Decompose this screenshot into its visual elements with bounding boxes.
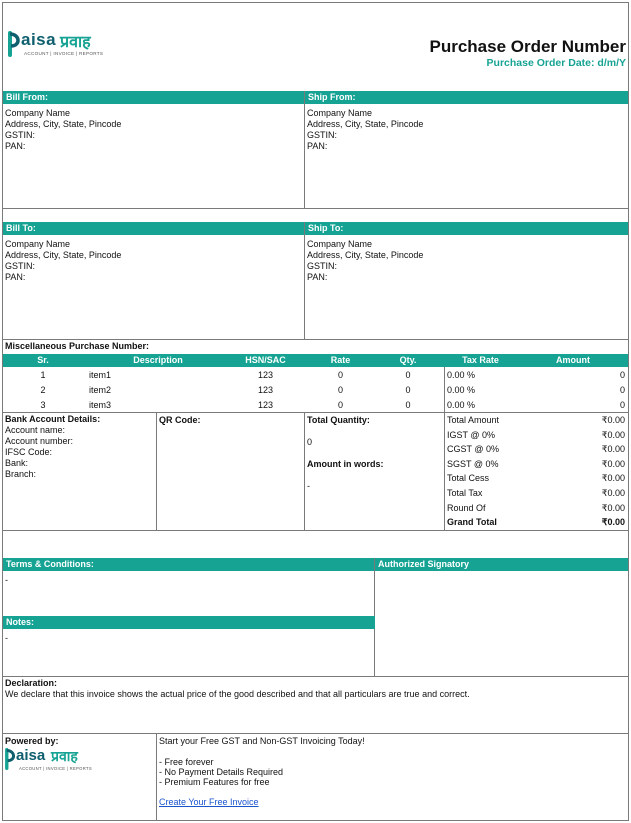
- ship-from-gstin: GSTIN:: [307, 130, 338, 140]
- cell-qty: 0: [405, 385, 411, 395]
- cell-qty: 0: [405, 400, 411, 410]
- total-label: Total Tax: [447, 488, 483, 498]
- col-amount: Amount: [556, 355, 590, 365]
- declaration-heading: Declaration:: [5, 678, 58, 688]
- authorized-signatory-heading: Authorized Signatory: [375, 558, 629, 571]
- ship-from-address: Address, City, State, Pincode: [307, 119, 424, 129]
- col-sr: Sr.: [37, 355, 49, 365]
- cell-hsn: 123: [257, 385, 274, 395]
- ship-to-company: Company Name: [307, 239, 373, 249]
- declaration-text: We declare that this invoice shows the actual price of the good described and that all particulars are true and correct.: [5, 689, 470, 699]
- cell-rate: 0: [337, 385, 343, 395]
- total-value: ₹0.00: [601, 473, 625, 484]
- brand-name-devanagari: प्रवाह: [60, 34, 91, 51]
- total-value: ₹0.00: [601, 502, 625, 513]
- divider: [3, 412, 629, 413]
- amount-in-words-value: -: [307, 481, 310, 491]
- ship-to-details: [307, 239, 423, 283]
- ship-from-company: Company Name: [307, 108, 373, 118]
- divider: [304, 91, 305, 208]
- brand-logo: [8, 29, 118, 59]
- promo-feature: - No Payment Details Required: [159, 767, 284, 777]
- total-label: IGST @ 0%: [447, 429, 495, 440]
- page-title: Purchase Order Number: [429, 37, 626, 56]
- cell-sr: 1: [40, 370, 46, 380]
- ship-to-gstin: GSTIN:: [307, 261, 338, 271]
- cell-hsn: 123: [257, 370, 274, 380]
- bill-from-heading: Bill From:: [3, 91, 305, 104]
- bank-branch: Branch:: [5, 469, 37, 479]
- total-label: Total Cess: [447, 473, 490, 484]
- total-label: Grand Total: [447, 517, 497, 528]
- total-label: Round Of: [447, 502, 486, 513]
- amount-in-words-heading: Amount in words:: [307, 459, 384, 469]
- divider: [156, 412, 157, 530]
- promo-title: Start your Free GST and Non-GST Invoicing Today!: [159, 736, 365, 746]
- ship-from-pan: PAN:: [307, 141, 328, 151]
- footer-brand-name-latin: aisa: [16, 747, 46, 764]
- notes-value: -: [5, 633, 8, 643]
- footer-brand-name-devanagari: प्रवाह: [51, 748, 78, 764]
- total-quantity-value: 0: [307, 437, 313, 447]
- divider: [3, 339, 629, 340]
- divider: [3, 676, 629, 677]
- powered-by-label: Powered by:: [5, 736, 59, 746]
- bill-from-company: Company Name: [5, 108, 71, 118]
- brand-name-latin: aisa: [21, 30, 57, 49]
- brand-tagline: ACCOUNT | INVOICE | REPORTS: [24, 51, 104, 56]
- divider: [3, 530, 629, 531]
- ship-from-heading: Ship From:: [305, 91, 629, 104]
- total-value: ₹0.00: [601, 488, 625, 498]
- footer-brand-tagline: ACCOUNT | INVOICE | REPORTS: [19, 766, 92, 771]
- total-value: ₹0.00: [601, 517, 625, 528]
- bill-to-heading: Bill To:: [3, 222, 305, 235]
- bill-to-details: [5, 239, 121, 283]
- divider: [304, 222, 305, 339]
- bank-account-number: Account number:: [5, 436, 74, 446]
- cell-hsn: 123: [257, 400, 274, 410]
- footer-brand-logo: [5, 746, 105, 774]
- col-qty: Qty.: [399, 355, 417, 365]
- total-label: Total Amount: [447, 415, 500, 425]
- bank-heading: Bank Account Details:: [5, 414, 101, 424]
- cell-tax-rate: 0.00 %: [447, 370, 476, 380]
- items-table-header: [3, 354, 629, 367]
- cell-rate: 0: [337, 400, 343, 410]
- total-label: CGST @ 0%: [447, 444, 499, 455]
- terms-heading: Terms & Conditions:: [3, 558, 375, 571]
- promo-feature: - Premium Features for free: [159, 777, 270, 787]
- cell-sr: 2: [40, 385, 46, 395]
- create-free-invoice-link[interactable]: Create Your Free Invoice: [159, 797, 259, 807]
- misc-purchase-number-label: Miscellaneous Purchase Number:: [5, 341, 150, 351]
- divider: [3, 208, 629, 209]
- total-value: ₹0.00: [601, 458, 625, 469]
- total-value: ₹0.00: [601, 429, 625, 440]
- cell-sr: 3: [40, 400, 46, 410]
- total-label: SGST @ 0%: [447, 458, 499, 469]
- ship-from-details: [307, 108, 423, 152]
- bill-from-pan: PAN:: [5, 141, 26, 151]
- cell-amount: 0: [619, 385, 625, 395]
- total-value: ₹0.00: [601, 444, 625, 455]
- divider: [444, 367, 445, 412]
- cell-tax-rate: 0.00 %: [447, 400, 476, 410]
- cell-description: item1: [89, 370, 112, 380]
- qr-code-heading: QR Code:: [159, 415, 201, 425]
- bank-ifsc: IFSC Code:: [5, 447, 53, 457]
- cell-tax-rate: 0.00 %: [447, 385, 476, 395]
- bill-from-details: [5, 108, 121, 152]
- purchase-order-page: [2, 2, 629, 821]
- cell-description: item2: [89, 385, 112, 395]
- purchase-order-date: Purchase Order Date: d/m/Y: [486, 57, 626, 69]
- ship-to-address: Address, City, State, Pincode: [307, 250, 424, 260]
- divider: [444, 412, 445, 530]
- bill-from-address: Address, City, State, Pincode: [5, 119, 122, 129]
- bill-to-company: Company Name: [5, 239, 71, 249]
- col-tax-rate: Tax Rate: [462, 355, 499, 365]
- ship-to-pan: PAN:: [307, 272, 328, 282]
- terms-value: -: [5, 575, 8, 585]
- bill-to-address: Address, City, State, Pincode: [5, 250, 122, 260]
- bill-from-gstin: GSTIN:: [5, 130, 36, 140]
- col-hsn: HSN/SAC: [245, 355, 286, 365]
- cell-amount: 0: [619, 370, 625, 380]
- promo-features: [159, 757, 283, 787]
- divider: [304, 412, 305, 530]
- notes-heading: Notes:: [3, 616, 375, 629]
- divider: [3, 733, 629, 734]
- divider: [156, 733, 157, 821]
- col-rate: Rate: [330, 355, 351, 365]
- cell-description: item3: [89, 400, 112, 410]
- cell-rate: 0: [337, 370, 343, 380]
- brand-mark-icon: [8, 31, 22, 57]
- cell-amount: 0: [619, 400, 625, 410]
- total-quantity-heading: Total Quantity:: [307, 415, 370, 425]
- cell-qty: 0: [405, 370, 411, 380]
- bill-to-gstin: GSTIN:: [5, 261, 36, 271]
- col-description: Description: [133, 355, 183, 365]
- bank-details: [5, 414, 100, 480]
- bank-name: Bank:: [5, 458, 29, 468]
- total-value: ₹0.00: [601, 415, 625, 425]
- ship-to-heading: Ship To:: [305, 222, 629, 235]
- bill-to-pan: PAN:: [5, 272, 26, 282]
- promo-feature: - Free forever: [159, 757, 214, 767]
- bank-account-name: Account name:: [5, 425, 66, 435]
